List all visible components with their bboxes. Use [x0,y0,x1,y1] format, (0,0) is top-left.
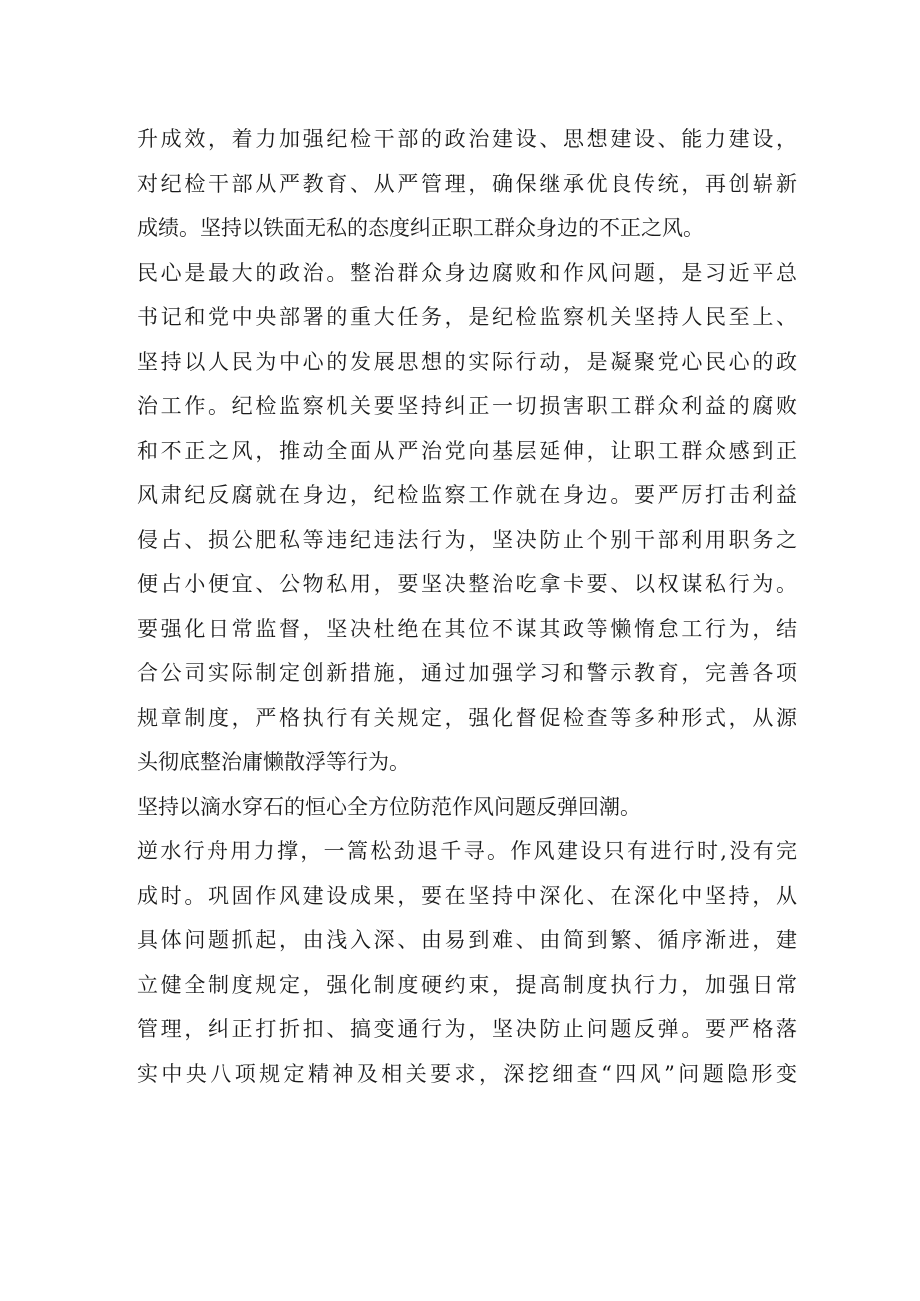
text-line: 坚持以人民为中心的发展思想的实际行动，是凝聚党心民心的政 [137,349,797,374]
body-text [137,117,797,1096]
text-line: 合公司实际制定创新措施，通过加强学习和警示教育，完善各项 [137,661,797,685]
text-line: 治工作。纪检监察机关要坚持纠正一切损害职工群众利益的腐败 [137,394,797,418]
text-line: 成绩。坚持以铁面无私的态度纠正职工群众身边的不正之风。 [137,216,704,240]
text-line: 管理，纠正打折扣、搞变通行为，坚决防止问题反弹。要严格落 [137,1017,797,1041]
text-line: 要强化日常监督，坚决杜绝在其位不谋其政等懒惰怠工行为，结 [137,616,797,641]
text-line: 成时。巩固作风建设成果，要在坚持中深化、在深化中坚持，从 [137,883,797,908]
text-line: 立健全制度规定，强化制度硬约束，提高制度执行力，加强日常 [137,972,797,997]
text-line: 逆水行舟用力撑，一篙松劲退千寻。作风建设只有进行时,没有完 [137,839,797,863]
text-line: 坚持以滴水穿石的恒心全方位防范作风问题反弹回潮。 [137,794,641,819]
text-line: 对纪检干部从严教育、从严管理，确保继承优良传统，再创崭新 [137,171,797,196]
text-line: 侵占、损公肥私等违纪违法行为，坚决防止个别干部利用职务之 [137,527,797,552]
text-line: 规章制度，严格执行有关规定，强化督促检查等多种形式，从源 [137,705,797,730]
text-line: 升成效，着力加强纪检干部的政治建设、思想建设、能力建设， [137,127,797,151]
text-line: 便占小便宜、公物私用，要坚决整治吃拿卡要、以权谋私行为。 [137,572,797,596]
text-line: 具体问题抓起，由浅入深、由易到难、由简到繁、循序渐进，建 [137,928,797,952]
text-line: 头彻底整治庸懒散浮等行为。 [137,750,410,774]
text-line: 书记和党中央部署的重大任务，是纪检监察机关坚持人民至上、 [137,305,797,329]
text-line: 和不正之风，推动全面从严治党向基层延伸，让职工群众感到正 [137,438,797,463]
text-line: 民心是最大的政治。整治群众身边腐败和作风问题，是习近平总 [137,260,797,285]
text-line: 实中央八项规定精神及相关要求，深挖细查“四风”问题隐形变 [137,1061,797,1086]
text-line: 风肃纪反腐就在身边，纪检监察工作就在身边。要严厉打击利益 [137,483,797,507]
